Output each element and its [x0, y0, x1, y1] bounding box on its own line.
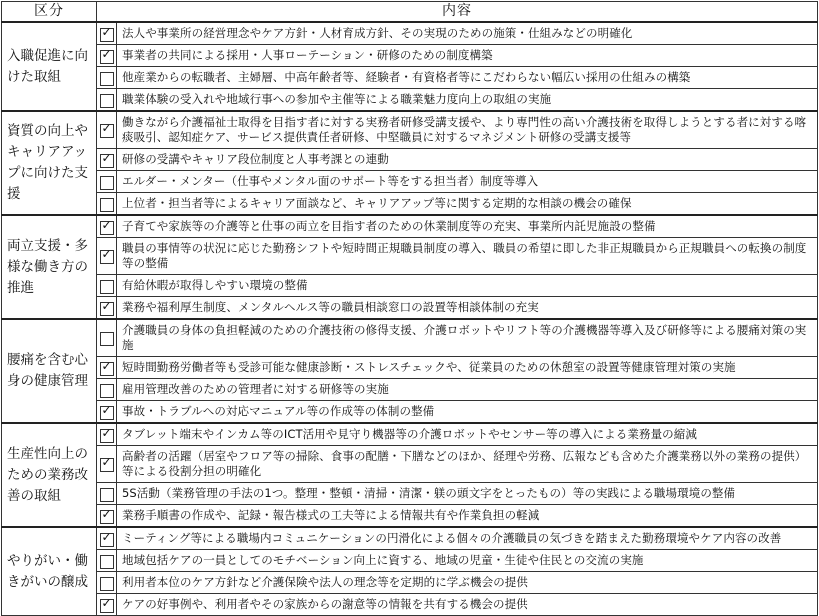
table-row: [2, 67, 818, 89]
checkmark-icon: ✓: [101, 46, 112, 61]
checkbox-unchecked[interactable]: [100, 555, 114, 569]
checkbox-cell: [97, 171, 117, 193]
table-row: [2, 275, 818, 297]
measure-text: 業務手順書の作成や、記録・報告様式の工夫等による情報共有や作業負担の軽減: [117, 505, 818, 528]
checkmark-icon: ✓: [101, 358, 112, 373]
table-header-row: [2, 2, 818, 23]
checkbox-cell: [97, 550, 117, 572]
checkbox-cell: [97, 357, 117, 379]
table-row: [2, 89, 818, 112]
checkbox-checked[interactable]: [100, 24, 114, 42]
table-body: [2, 22, 818, 616]
checkbox-unchecked[interactable]: [100, 176, 114, 190]
checkbox-unchecked[interactable]: [100, 332, 114, 346]
checkbox-checked[interactable]: [100, 121, 114, 138]
measure-text: 法人や事業所の経営理念やケア方針・人材育成方針、その実現のための施策・仕組みなどの明確化: [117, 22, 818, 45]
checkmark-icon: ✓: [101, 529, 112, 544]
table-row: [2, 357, 818, 379]
measures-table: [1, 1, 818, 616]
measure-text: 職業体験の受入れや地域行事への参加や主催等による職業魅力度向上の取組の実施: [117, 89, 818, 112]
header-category: 区分: [2, 2, 97, 23]
table-row: [2, 527, 818, 550]
table-row: [2, 297, 818, 320]
checkbox-checked[interactable]: [100, 455, 114, 472]
checkbox-cell: [97, 22, 117, 45]
measure-text: 介護職員の身体の負担軽減のための介護技術の修得支援、介護ロボットやリフト等の介護機器等導入及び研修等による腰痛対策の実施: [117, 319, 818, 357]
measure-text: 利用者本位のケア方針など介護保険や法人の理念等を定期的に学ぶ機会の提供: [117, 572, 818, 594]
checkbox-cell: [97, 111, 117, 149]
checkbox-unchecked[interactable]: [100, 72, 114, 86]
measure-text: 働きながら介護福祉士取得を目指す者に対する実務者研修受講支援や、より専門性の高い介護技術を取得しようとする者に対する喀痰吸引、認知症ケア、サービス提供責任者研修、中堅職員に対するマネジメント研修の受講支援等: [117, 111, 818, 149]
checkbox-cell: [97, 446, 117, 483]
table-row: [2, 423, 818, 446]
checkbox-cell: [97, 527, 117, 550]
checkbox-cell: [97, 319, 117, 357]
category-label: やりがい・働きがいの醸成: [7, 552, 88, 590]
checkbox-cell: [97, 193, 117, 216]
table-row: [2, 149, 818, 171]
measure-text: 地域包括ケアの一員としてのモチベーション向上に資する、地域の児童・生徒や住民との交流の実施: [117, 550, 818, 572]
measure-text: 他産業からの転職者、主婦層、中高年齢者等、経験者・有資格者等にこだわらない幅広い採用の仕組みの構築: [117, 67, 818, 89]
measure-text: 事故・トラブルへの対応マニュアル等の作成等の体制の整備: [117, 401, 818, 424]
measure-text: 高齢者の活躍（居室やフロア等の掃除、食事の配膳・下膳などのほか、経理や労務、広報なども含めた介護業務以外の業務の提供）等による役割分担の明確化: [117, 446, 818, 483]
category-cell: [2, 319, 97, 423]
checkbox-cell: [97, 275, 117, 297]
checkmark-icon: ✓: [101, 150, 112, 165]
checkbox-cell: [97, 379, 117, 401]
checkmark-icon: ✓: [101, 506, 112, 521]
table-row: [2, 550, 818, 572]
category-cell: [2, 527, 97, 616]
checkmark-icon: ✓: [101, 298, 112, 313]
measure-text: 上位者・担当者等によるキャリア面談など、キャリアアップ等に関する定期的な相談の機会の確保: [117, 193, 818, 216]
measure-text: 事業者の共同による採用・人事ローテーション・研修のための制度構築: [117, 45, 818, 67]
checkbox-cell: [97, 423, 117, 446]
checkbox-cell: [97, 89, 117, 112]
checkbox-checked[interactable]: [100, 595, 114, 613]
table-row: [2, 572, 818, 594]
checkbox-unchecked[interactable]: [100, 488, 114, 502]
table-row: [2, 171, 818, 193]
table-row: [2, 379, 818, 401]
checkmark-icon: ✓: [101, 455, 112, 469]
checkbox-checked[interactable]: [100, 150, 114, 168]
checkbox-checked[interactable]: [100, 425, 114, 443]
checkbox-unchecked[interactable]: [100, 384, 114, 398]
checkbox-cell: [97, 149, 117, 171]
measure-text: ケアの好事例や、利用者やその家族からの謝意等の情報を共有する機会の提供: [117, 594, 818, 616]
checkmark-icon: ✓: [101, 217, 112, 232]
measure-text: タブレット端末やインカム等のICT活用や見守り機器等の介護ロボットやセンサー等の導入による業務量の縮減: [117, 423, 818, 446]
table-row: [2, 45, 818, 67]
table-row: [2, 446, 818, 483]
measure-text: 短時間勤務労働者等も受診可能な健康診断・ストレスチェックや、従業員のための休憩室の設置等健康管理対策の実施: [117, 357, 818, 379]
header-content: 内容: [97, 2, 818, 23]
checkbox-unchecked[interactable]: [100, 280, 114, 294]
checkbox-checked[interactable]: [100, 529, 114, 547]
checkbox-checked[interactable]: [100, 506, 114, 524]
table-row: [2, 401, 818, 424]
measure-text: 職員の事情等の状況に応じた勤務シフトや短時間正規職員制度の導入、職員の希望に即した非正規職員から正規職員への転換の制度等の整備: [117, 238, 818, 275]
checkmark-icon: ✓: [101, 24, 112, 39]
category-cell: [2, 22, 97, 111]
measure-text: 業務や福利厚生制度、メンタルヘルス等の職員相談窓口の設置等相談体制の充実: [117, 297, 818, 320]
category-label: 腰痛を含む心身の健康管理: [7, 352, 88, 389]
checkbox-checked[interactable]: [100, 46, 114, 64]
table-row: [2, 483, 818, 505]
checkbox-checked[interactable]: [100, 247, 114, 264]
checkbox-unchecked[interactable]: [100, 577, 114, 591]
checkbox-cell: [97, 401, 117, 424]
measure-text: 研修の受講やキャリア段位制度と人事考課との連動: [117, 149, 818, 171]
checkbox-cell: [97, 483, 117, 505]
measure-text: ミーティング等による職場内コミュニケーションの円滑化による個々の介護職員の気づきを踏まえた勤務環境やケア内容の改善: [117, 527, 818, 550]
checkbox-cell: [97, 505, 117, 528]
checkbox-cell: [97, 215, 117, 238]
table-row: [2, 193, 818, 216]
checkbox-checked[interactable]: [100, 217, 114, 235]
checkbox-cell: [97, 572, 117, 594]
measure-text: 有給休暇が取得しやすい環境の整備: [117, 275, 818, 297]
table-row: [2, 319, 818, 357]
measure-text: 5S活動（業務管理の手法の1つ。整理・整頓・清掃・清潔・躾の頭文字をとったもの）等の実践による職場環境の整備: [117, 483, 818, 505]
checkbox-cell: [97, 297, 117, 320]
category-cell: [2, 111, 97, 215]
checkmark-icon: ✓: [101, 425, 112, 440]
category-cell: [2, 215, 97, 319]
measures-table-container: [1, 1, 817, 611]
checkmark-icon: ✓: [101, 247, 112, 261]
checkbox-cell: [97, 238, 117, 275]
measure-text: 雇用管理改善のための管理者に対する研修等の実施: [117, 379, 818, 401]
category-label: 資質の向上やキャリアアップに向けた支援: [7, 123, 88, 202]
checkmark-icon: ✓: [101, 121, 112, 135]
checkbox-checked[interactable]: [100, 402, 114, 420]
table-row: [2, 215, 818, 238]
category-label: 入職促進に向けた取組: [7, 47, 88, 85]
table-row: [2, 238, 818, 275]
table-row: [2, 111, 818, 149]
checkbox-cell: [97, 67, 117, 89]
checkmark-icon: ✓: [101, 595, 112, 610]
category-label: 生産性向上のための業務改善の取組: [7, 445, 88, 504]
table-row: [2, 22, 818, 45]
checkbox-checked[interactable]: [100, 298, 114, 316]
checkbox-cell: [97, 45, 117, 67]
category-cell: [2, 423, 97, 527]
checkbox-unchecked[interactable]: [100, 198, 114, 212]
measure-text: 子育てや家族等の介護等と仕事の両立を目指す者のための休業制度等の充実、事業所内託児施設の整備: [117, 215, 818, 238]
table-row: [2, 594, 818, 616]
checkbox-checked[interactable]: [100, 358, 114, 376]
table-row: [2, 505, 818, 528]
checkbox-cell: [97, 594, 117, 616]
checkmark-icon: ✓: [101, 402, 112, 417]
category-label: 両立支援・多様な働き方の推進: [7, 237, 88, 296]
checkbox-unchecked[interactable]: [100, 94, 114, 108]
measure-text: エルダー・メンター（仕事やメンタル面のサポート等をする担当者）制度等導入: [117, 171, 818, 193]
